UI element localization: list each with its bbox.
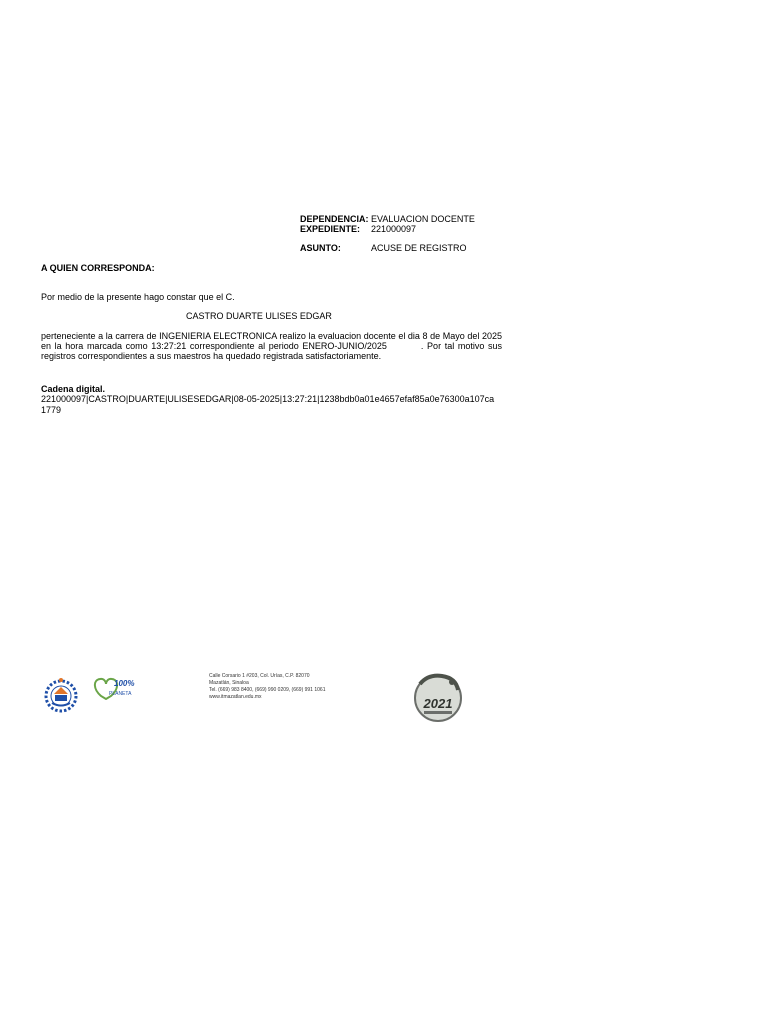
asunto-value: ACUSE DE REGISTRO bbox=[371, 243, 467, 253]
footer-address-line-2: Mazatlán, Sinaloa bbox=[209, 680, 249, 686]
student-name: CASTRO DUARTE ULISES EDGAR bbox=[186, 311, 332, 321]
dependencia-label: DEPENDENCIA: bbox=[300, 214, 369, 224]
period-name: ENERO-JUNIO/2025 bbox=[302, 341, 387, 351]
intro-text: Por medio de la presente hago constar que el C. bbox=[41, 292, 235, 302]
expediente-value: 221000097 bbox=[371, 224, 417, 234]
planeta-logo bbox=[91, 674, 137, 700]
footer-website: www.itmazatlan.edu.mx bbox=[209, 694, 262, 700]
footer-phone: Tel. (669) 983 8400, (669) 990 0209, (669) 991 1061 bbox=[209, 687, 326, 693]
planeta-logo-subtext: PLANETA bbox=[109, 691, 132, 697]
greeting: A QUIEN CORRESPONDA: bbox=[41, 263, 155, 273]
asunto-label: ASUNTO: bbox=[300, 243, 341, 253]
career-name: INGENIERIA ELECTRONICA bbox=[159, 331, 277, 341]
digital-chain-line-1: 221000097|CASTRO|DUARTE|ULISESEDGAR|08-05-2025|13:27:21|1238bdb0a01e4657efaf85a0e76300a107ca bbox=[41, 394, 495, 404]
body-paragraph bbox=[41, 331, 502, 361]
expediente-label: EXPEDIENTE: bbox=[300, 224, 361, 234]
planeta-logo-text: 100% bbox=[114, 679, 135, 688]
dependencia-value: EVALUACION DOCENTE bbox=[371, 214, 475, 224]
institute-logo bbox=[38, 672, 84, 718]
footer-address-line-1: Calle Corsario 1 #203, Col. Urías, C.P. 82070 bbox=[209, 673, 310, 679]
paragraph-part-3: . Por tal motivo sus registros correspondientes a sus maestros ha quedado registrada satisfactoriamente. bbox=[41, 341, 502, 361]
digital-chain-line-2: 1779 bbox=[41, 405, 62, 415]
paragraph-part-2: realizo la evaluacion docente el dia 8 de Mayo del 2025 en la hora marcada como 13:27:21 correspondiente al periodo bbox=[41, 331, 503, 351]
paragraph-part-1: perteneciente a la carrera de bbox=[41, 331, 160, 341]
anniversary-badge bbox=[412, 670, 464, 724]
badge-year: 2021 bbox=[423, 696, 453, 711]
digital-chain-label: Cadena digital. bbox=[41, 384, 106, 394]
